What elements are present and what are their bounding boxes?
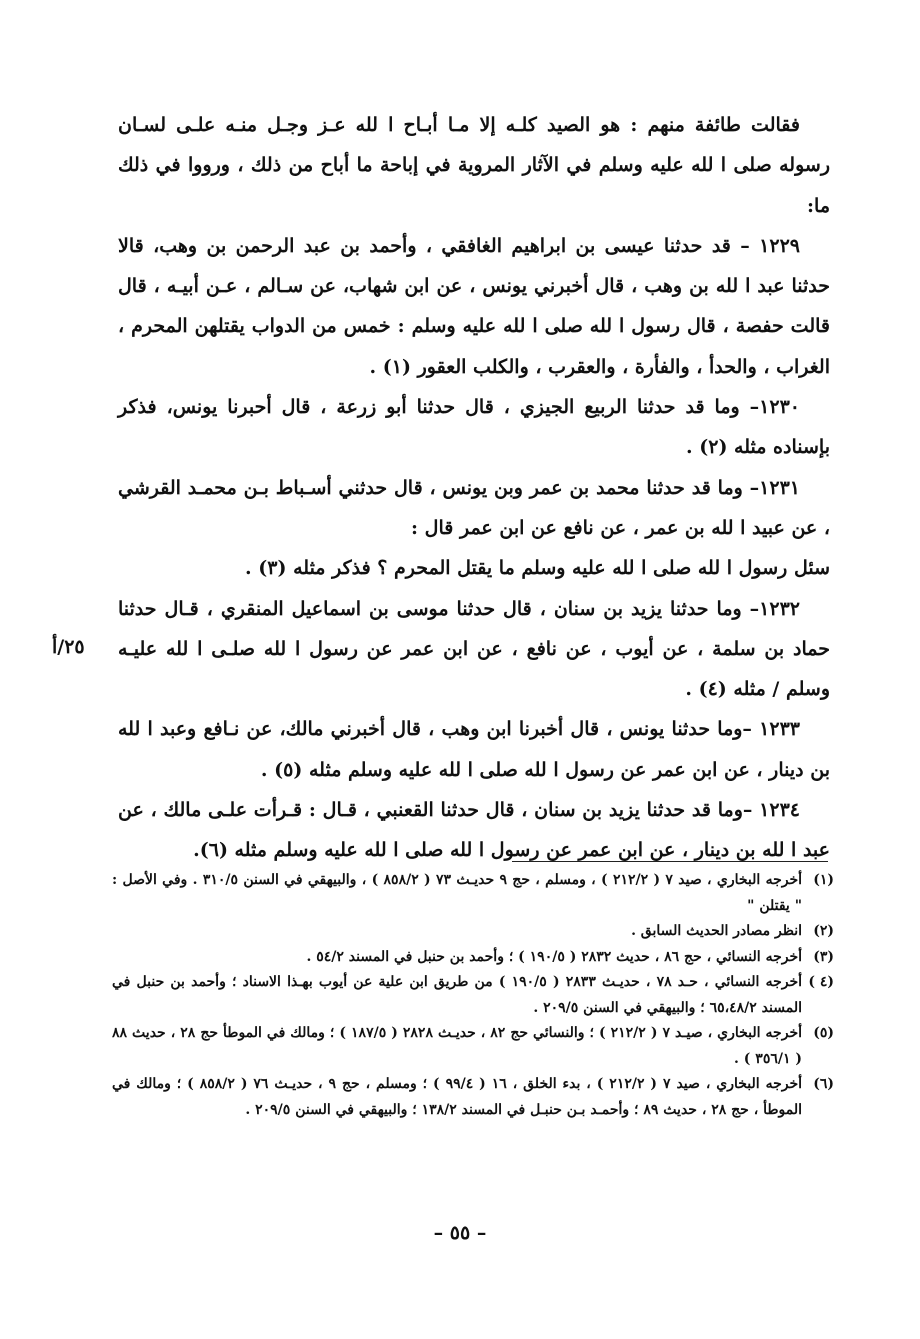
footnote-text: انظر مصادر الحديث السابق . — [631, 923, 802, 939]
paragraph-hadith-1232: ١٢٣٢– وما حدثنا يزيد بن سنان ، قال حدثنا موسى بن اسماعيل المنقري ، قـال حدثنا حماد بن سلمة ، عن أيوب ، عن نافع ، عن ابن عمر عن رسول ا لله صلـى ا لله عليـه وسلم / مثله (٤) . — [118, 597, 830, 701]
paragraph-hadith-1233: ١٢٣٣ –وما حدثنا يونس ، قال أخبرنا ابن وهب ، قال أخبرني مالك، عن نـافع وعبد ا لله بن دينار ، عن ابن عمر عن رسول ا لله صلى ا لله عليه وسلم مثله (٥) . — [118, 718, 830, 781]
footnote-3 — [112, 945, 834, 971]
paragraph-hadith-1234: ١٢٣٤ –وما قد حدثنا يزيد بن سنان ، قال حدثنا القعنبي ، قـال : قـرأت علـى مالك ، عن عبد ا لله بن دينار ، عن ابن عمر عن رسول ا لله صلى ا لله عليه وسلم مثله (٦). — [118, 799, 830, 862]
footnote-number: (٣) — [813, 948, 834, 965]
paragraph-hadith-1231: ١٢٣١– وما قد حدثنا محمد بن عمر وبن يونس ، قال حدثني أسـباط بـن محمـد القرشي ، عن عبيد ا لله بن عمر ، عن نافع عن ابن عمر قال : — [118, 476, 830, 539]
footnote-text: أخرجه البخاري ، صيد ٧ ( ٢١٢/٢ ) ، ومسلم ، حج ٩ حديـث ٧٣ ( ٨٥٨/٢ ) ، والبيهقي في السنن ٣١٠/٥ . وفي الأصل : " يقتلن " — [112, 872, 803, 914]
main-text — [118, 105, 830, 871]
paragraph-intro: فقالت طائفة منهم : هو الصيد كلـه إلا مـا أبـاح ا لله عـز وجـل منـه علـى لسـان رسوله صلى ا لله عليه وسلم في الآثار المروية في إباحة ما أباح من ذلك ، ورووا في ذلك ما: — [118, 114, 830, 217]
footnote-number: (٤ ) — [808, 974, 834, 990]
footnote-text: أخرجه البخاري ، صيد ٧ ( ٢١٢/٢ ) ، بدء الخلق ، ١٦ ( ٩٩/٤ ) ؛ ومسلم ، حج ٩ ، حديـث ٧٦ ( ٨٥٨/٢ ) ؛ ومالك في الموطأ ، حج ٢٨ ، حديث ٨٩ ؛ وأحمـد بـن حنبـل في المسند ١٣٨/٢ ؛ والبيهقي في السنن ٢٠٩/٥ . — [112, 1076, 803, 1118]
footnote-text: أخرجه البخاري ، صيـد ٧ ( ٢١٢/٢ ) ؛ والنسائي حج ٨٢ ، حديـث ٢٨٢٨ ( ١٨٧/٥ ) ؛ ومالك في الموطأ حج ٢٨ ، حديث ٨٨ ( ٣٥٦/١ ) . — [112, 1025, 802, 1067]
footnote-number: (٢) — [813, 923, 834, 939]
footnotes — [112, 868, 834, 1123]
footnote-2 — [112, 919, 834, 945]
footnote-text: أخرجه النسائي ، حـد ٧٨ ، حديـث ٢٨٣٣ ( ١٩٠/٥ ) من طريق ابن علية عن أيوب بهـذا الاسناد ؛ وأحمد بن حنبل في المسند ٦٥،٤٨/٢ ؛ والبيهقي في السنن ٢٠٩/٥ . — [112, 974, 803, 1016]
footnote-text: أخرجه النسائي ، حج ٨٦ ، حديث ٢٨٣٢ ( ١٩٠/٥ ) ؛ وأحمد بن حنبل في المسند ٥٤/٢ . — [306, 948, 802, 965]
footnote-4 — [112, 970, 834, 1021]
footnote-1 — [112, 868, 834, 919]
paragraph-hadith-1229: ١٢٢٩ – قد حدثنا عيسى بن ابراهيم الغافقي ، وأحمد بن عبد الرحمن بن وهب، قالا حدثنا عبد ا لله بن وهب ، قال أخبرني يونس ، عن ابن شهاب، عن سـالم ، عـن أبيـه ، قال قالت حفصة ، قال رسول ا لله صلى ا لله عليه وسلم : خمس من الدواب يقتلهن المحرم ، الغراب ، والحدأ ، والفأرة ، والعقرب ، والكلب العقور (١) . — [118, 234, 830, 378]
page-number: – ٥٥ – — [433, 1222, 487, 1244]
footnote-number: (١) — [813, 872, 834, 888]
footnote-number: (٦) — [813, 1076, 834, 1092]
footnote-divider — [512, 861, 828, 862]
footnote-6 — [112, 1072, 834, 1123]
footnote-5 — [112, 1021, 834, 1072]
paragraph-hadith-1231-text: سئل رسول ا لله صلى ا لله عليه وسلم ما يقتل المحرم ؟ فذكر مثله (٣) . — [245, 557, 830, 580]
margin-folio-marker: ٢٥/أ — [52, 636, 85, 658]
footnote-number: (٥) — [813, 1025, 834, 1041]
paragraph-hadith-1230: ١٢٣٠– وما قد حدثنا الربيع الجيزي ، قال حدثنا أبو زرعة ، قال أحبرنا يونس، فذكر بإسناده مثله (٢) . — [118, 396, 830, 459]
